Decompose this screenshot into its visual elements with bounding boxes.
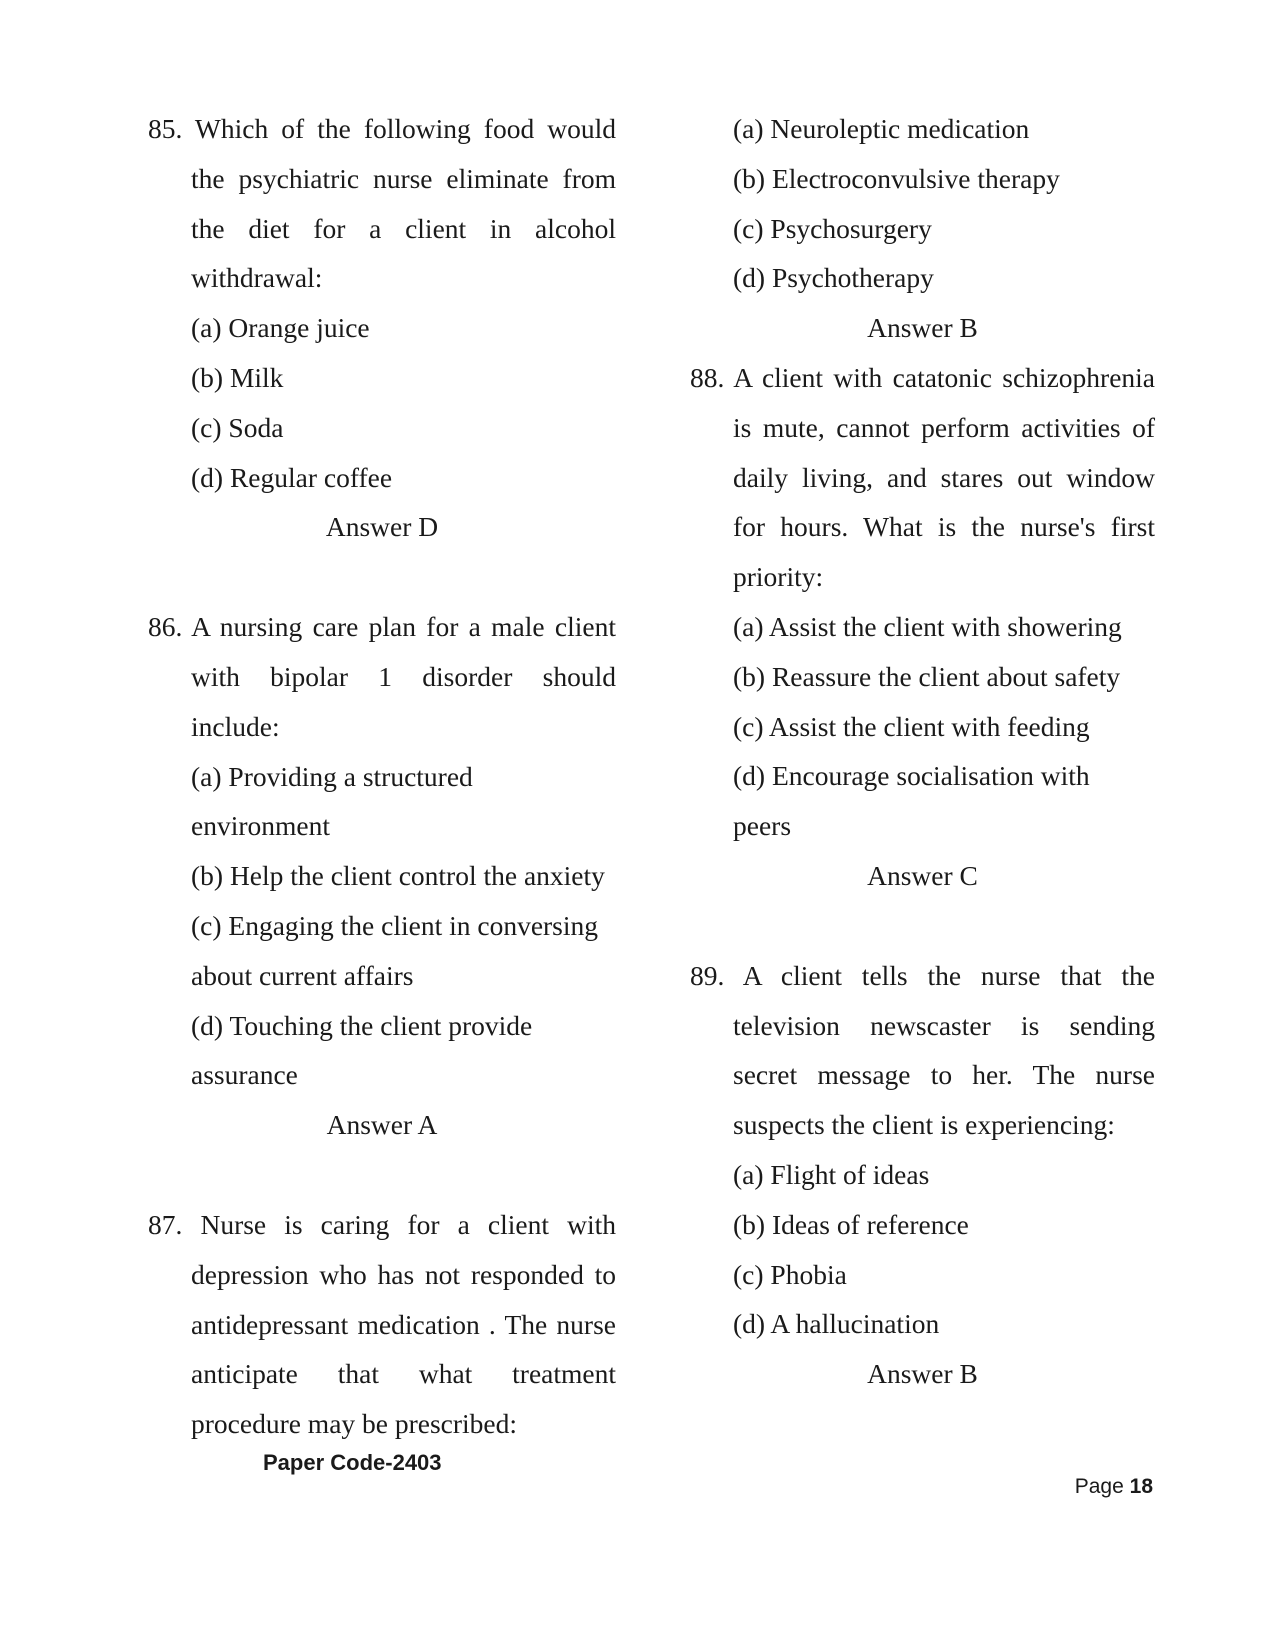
question-85-option-a: (a) Orange juice (191, 312, 370, 344)
question-86-stem: 86. A nursing care plan for a male client with bipolar 1 disorder should include: (148, 611, 616, 742)
question-88-option-d-cont: peers (733, 810, 792, 842)
question-85-option-b: (b) Milk (191, 361, 284, 393)
question-86-option-b: (b) Help the client control the anxiety (191, 860, 605, 892)
paper-code: Paper Code-2403 (263, 1450, 442, 1475)
question-87-option-c: (c) Psychosurgery (733, 212, 932, 244)
question-87-answer: Answer B (867, 312, 978, 344)
question-87-option-d: (d) Psychotherapy (733, 262, 934, 294)
question-89-stem: 89. A client tells the nurse that the television newscaster is sending secret message to her. The nurse suspects the client is experiencing: (690, 959, 1155, 1141)
question-88-option-c: (c) Assist the client with feeding (733, 710, 1090, 742)
left-column (148, 104, 616, 1449)
question-86-option-a-cont: environment (191, 810, 330, 842)
question-89-option-a: (a) Flight of ideas (733, 1158, 930, 1190)
question-87-option-b: (b) Electroconvulsive therapy (733, 162, 1060, 194)
question-86-option-d-cont: assurance (191, 1059, 298, 1091)
question-89-option-c: (c) Phobia (733, 1258, 847, 1290)
question-86-option-a: (a) Providing a structured (191, 760, 473, 792)
question-87-option-a: (a) Neuroleptic medication (733, 113, 1030, 144)
question-86-answer: Answer A (326, 1109, 438, 1141)
question-88-option-a: (a) Assist the client with showering (733, 610, 1122, 642)
right-column (690, 104, 1155, 1399)
question-88-stem: 88. A client with catatonic schizophrenia is mute, cannot perform activities of daily living, and stares out window for hours. What is the nurse's first priority: (690, 361, 1155, 593)
question-89-answer: Answer B (867, 1358, 978, 1390)
question-87-stem: 87. Nurse is caring for a client with depression who has not responded to antidepressant medication . The nurse anticipate that what treatment procedure may be prescribed: (148, 1208, 616, 1440)
question-86-option-d: (d) Touching the client provide (191, 1009, 533, 1041)
question-85-answer: Answer D (325, 511, 439, 543)
question-89-option-d: (d) A hallucination (733, 1308, 940, 1340)
page-label: Page (1074, 1475, 1124, 1498)
question-88-option-d: (d) Encourage socialisation with (733, 760, 1090, 792)
page-number-value: 18 (1129, 1475, 1153, 1498)
page-number (1075, 1475, 1153, 1499)
question-86-option-c: (c) Engaging the client in conversing about current affairs (191, 909, 599, 991)
question-88-answer: Answer C (867, 859, 978, 891)
question-85-stem: 85. Which of the following food would the psychiatric nurse eliminate from the diet for a client in alcohol withdrawal: (148, 113, 616, 294)
question-85-option-d: (d) Regular coffee (191, 461, 393, 493)
question-89-option-b: (b) Ideas of reference (733, 1208, 969, 1240)
question-85-option-c: (c) Soda (191, 411, 284, 443)
question-88-option-b: (b) Reassure the client about safety (733, 660, 1121, 692)
